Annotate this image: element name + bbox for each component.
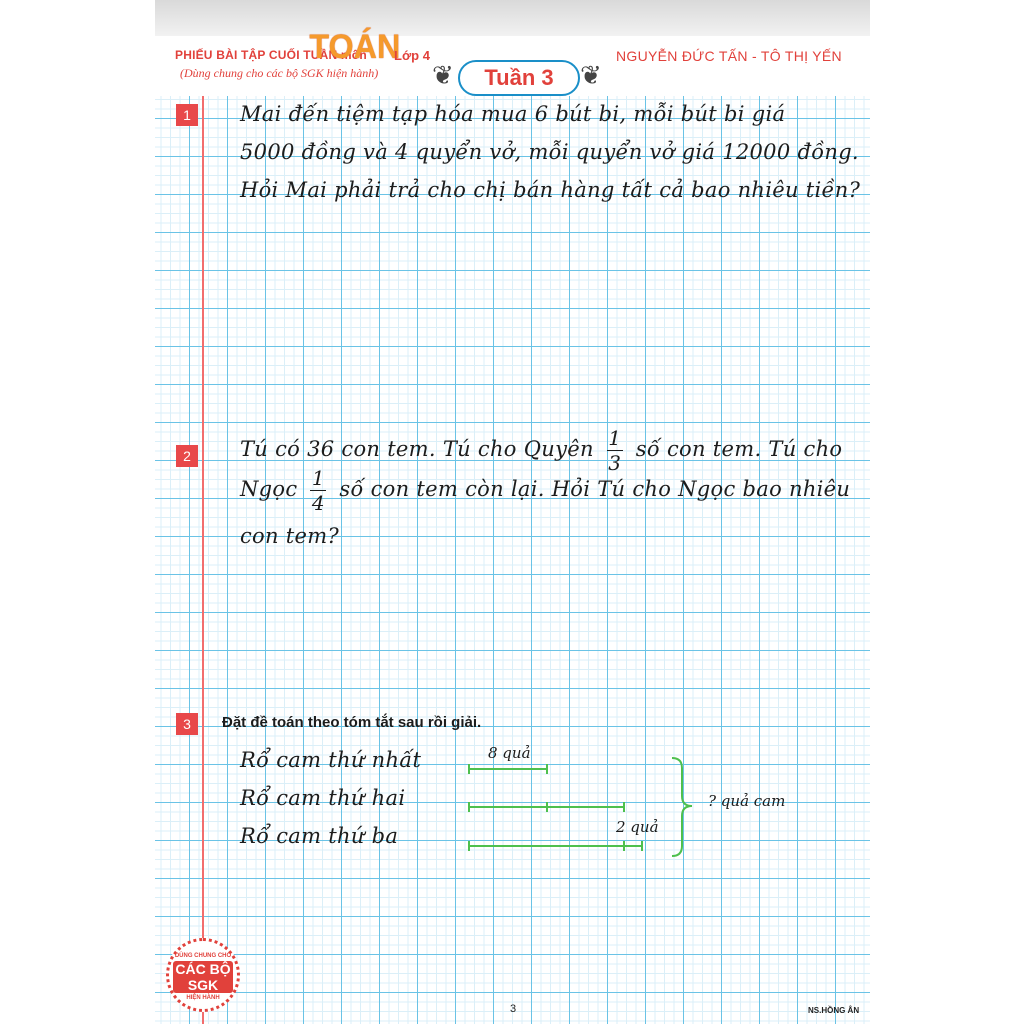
problem-3-number: 3 [176,713,198,735]
problem-2-line-2-start: Ngọc [240,477,298,501]
fraction-numerator: 1 [608,426,622,450]
problem-2-line-2 [240,468,850,513]
problem-2-line-1-start: Tú có 36 con tem. Tú cho Quyên [240,437,594,461]
page-top-edge [155,0,870,36]
margin-line [202,96,204,1024]
problem-1-line-1: Mai đến tiệm tạp hóa mua 6 bút bi, mỗi bút bi giá [240,102,786,126]
label-third-basket-extra: 2 quả [616,818,659,836]
label-first-basket: 8 quả [488,744,531,762]
page-number: 3 [510,1003,517,1015]
fraction-denominator: 4 [311,491,325,515]
week-label: Tuần 3 [458,60,580,96]
fraction-numerator: 1 [311,466,325,490]
total-brace-icon [668,756,698,858]
subject-title: TOÁN [309,28,401,66]
row-label-first-basket: Rổ cam thứ nhất [240,748,422,772]
header-subtitle: (Dùng chung cho các bộ SGK hiện hành) [180,66,379,80]
week-badge [432,56,602,96]
segment-tick [468,764,470,774]
stamp-main-text: CÁC BỘ SGK [173,961,233,993]
stamp-top-text: DÙNG CHUNG CHO [174,953,232,959]
problem-1-number: 1 [176,104,198,126]
grade-label: Lớp 4 [394,48,430,63]
problem-2-number: 2 [176,445,198,467]
row-label-second-basket: Rổ cam thứ hai [240,786,406,810]
problem-2-line-1-end: số con tem. Tú cho [635,437,843,461]
authors: NGUYỄN ĐỨC TẤN - TÔ THỊ YẾN [616,48,842,64]
problem-1-line-3: Hỏi Mai phải trả cho chị bán hàng tất cả bao nhiêu tiền? [240,178,861,202]
fraction-one-third [607,428,623,473]
problem-2-line-3: con tem? [240,524,340,548]
publisher-label: NS.HỒNG ÂN [808,1006,860,1015]
sgk-stamp-logo [166,938,240,1012]
fraction-denominator: 3 [608,451,622,475]
right-ornament-icon: ❦ [580,61,602,91]
segment-third-basket [469,845,642,847]
segment-first-basket [469,768,547,770]
segment-tick [641,841,643,851]
row-label-third-basket: Rổ cam thứ ba [240,824,399,848]
problem-3-instruction: Đặt đề toán theo tóm tắt sau rồi giải. [222,714,482,731]
segment-tick [546,802,548,812]
label-total: ? quả cam [708,792,786,810]
problem-2-line-2-end: số con tem còn lại. Hỏi Tú cho Ngọc bao nhiêu [339,477,851,501]
segment-tick [623,841,625,851]
problem-2-line-1 [240,428,842,473]
series-title: PHIẾU BÀI TẬP CUỐI TUẦN môn [175,48,367,62]
fraction-one-fourth [310,468,326,513]
left-ornament-icon: ❦ [432,61,454,91]
problem-1-line-2: 5000 đồng và 4 quyển vở, mỗi quyển vở giá 12000 đồng. [240,140,859,164]
segment-tick [468,802,470,812]
stamp-bottom-text: HIỆN HÀNH [186,995,220,1001]
segment-tick [546,764,548,774]
segment-tick [468,841,470,851]
segment-tick [623,802,625,812]
